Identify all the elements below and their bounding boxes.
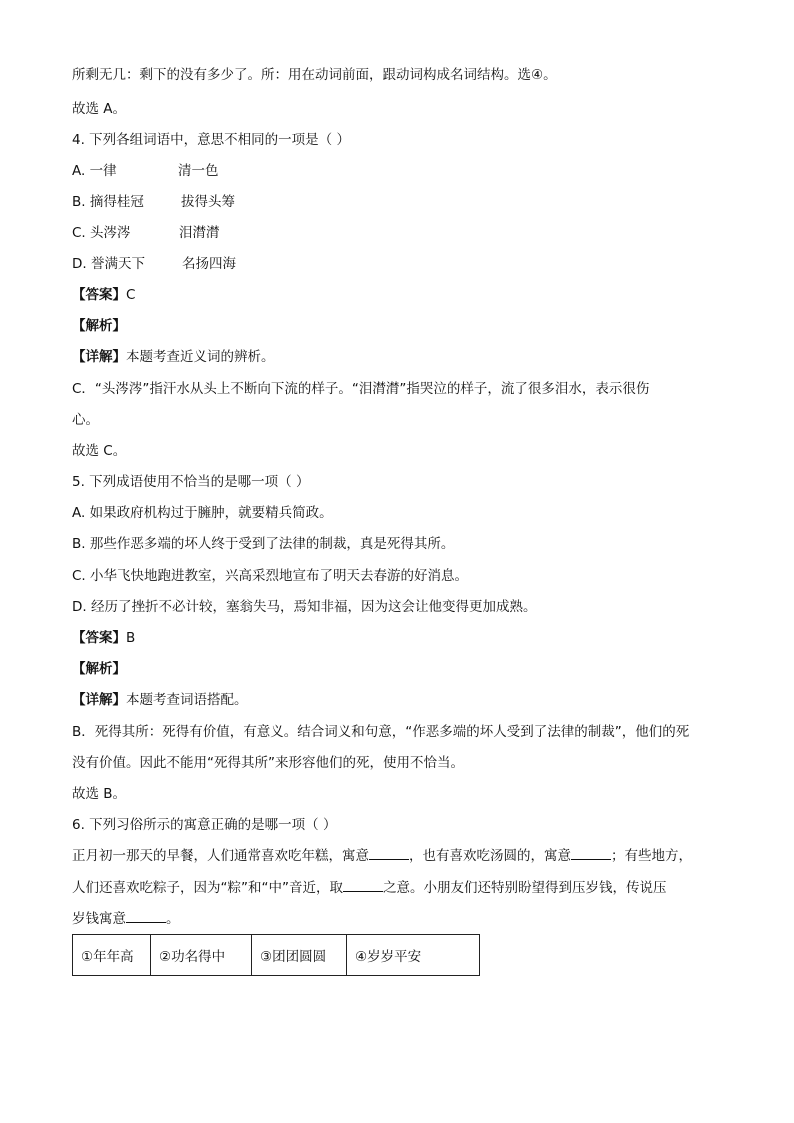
explanation-line: 没有价值。因此不能用“死得其所”来形容他们的死，使用不恰当。 (72, 755, 464, 771)
passage-text: 岁钱寓意 (72, 911, 126, 927)
q6-passage-line (72, 910, 180, 928)
option-label: B. 摘得桂冠 (72, 194, 144, 210)
q5-option-a: A. 如果政府机构过于臃肿，就要精兵简政。 (72, 505, 333, 521)
question-5: 5. 下列成语使用不恰当的是哪一项（ ） (72, 474, 310, 490)
analysis-tag: 【解析】 (72, 318, 126, 334)
q5-option-c: C. 小华飞快地跑进教室，兴高采烈地宣布了明天去春游的好消息。 (72, 568, 469, 584)
option-word: 拔得头筹 (181, 194, 235, 210)
choice-cell: ②功名得中 (151, 935, 252, 976)
choice-cell: ①年年高 (73, 935, 151, 976)
answer-tag: 【答案】 (72, 287, 126, 303)
q4-option-a (72, 162, 219, 180)
option-label: C. 头涔涔 (72, 225, 131, 241)
detail-tag: 【详解】 (72, 349, 126, 365)
answer-value: C (126, 287, 136, 303)
detail-5 (72, 691, 248, 709)
q6-passage-line (72, 879, 666, 897)
explanation-line: C．“头涔涔”指汗水从头上不断向下流的样子。“泪潸潸”指哭泣的样子，流了很多泪水，表示很伤 (72, 381, 650, 397)
question-4: 4. 下列各组词语中，意思不相同的一项是（ ） (72, 132, 350, 148)
explanation-line: B．死得其所：死得有价值，有意义。结合词义和句意，“作恶多端的坏人受到了法律的制裁”，他们的死 (72, 724, 690, 740)
detail-text: 本题考查词语搭配。 (126, 692, 248, 708)
fill-blank (126, 910, 166, 923)
select-line: 故选 B。 (72, 786, 127, 802)
option-word: 清一色 (178, 163, 219, 179)
text-line: 故选 A。 (72, 101, 127, 117)
q4-option-d (72, 255, 236, 273)
q6-passage-line (72, 847, 692, 865)
detail-tag: 【详解】 (72, 692, 126, 708)
fill-blank (343, 879, 383, 892)
analysis-tag: 【解析】 (72, 661, 126, 677)
answer-4 (72, 286, 135, 304)
option-label: A. 一律 (72, 163, 117, 179)
table-row (73, 935, 480, 976)
detail-4 (72, 348, 275, 366)
q4-option-b (72, 193, 235, 211)
fill-blank (369, 847, 409, 860)
passage-text: 正月初一那天的早餐，人们通常喜欢吃年糕，寓意 (72, 848, 369, 864)
detail-text: 本题考查近义词的辨析。 (126, 349, 275, 365)
select-line: 故选 C。 (72, 443, 127, 459)
passage-text: 人们还喜欢吃粽子，因为“粽”和“中”音近，取 (72, 880, 343, 896)
question-6: 6. 下列习俗所示的寓意正确的是哪一项（ ） (72, 817, 337, 833)
text-line: 所剩无几：剩下的没有多少了。所：用在动词前面，跟动词构成名词结构。选④。 (72, 67, 557, 83)
passage-text: 之意。小朋友们还特别盼望得到压岁钱，传说压 (382, 880, 667, 896)
answer-5 (72, 629, 135, 647)
fill-blank (571, 847, 611, 860)
q5-option-b: B. 那些作恶多端的坏人终于受到了法律的制裁，真是死得其所。 (72, 536, 455, 552)
option-word: 泪潸潸 (179, 225, 220, 241)
choice-cell: ③团团圆圆 (252, 935, 347, 976)
q5-option-d: D. 经历了挫折不必计较，塞翁失马，焉知非福，因为这会让他变得更加成熟。 (72, 599, 537, 615)
q4-option-c (72, 224, 220, 242)
passage-text: ，也有喜欢吃汤圆的，寓意 (409, 848, 571, 864)
option-label: D. 誉满天下 (72, 256, 145, 272)
choices-table (72, 934, 480, 976)
option-word: 名扬四海 (182, 256, 236, 272)
answer-value: B (126, 630, 136, 646)
passage-text: ；有些地方， (611, 848, 692, 864)
choice-cell: ④岁岁平安 (347, 935, 480, 976)
passage-text: 。 (166, 911, 180, 927)
explanation-line: 心。 (72, 412, 99, 428)
answer-tag: 【答案】 (72, 630, 126, 646)
